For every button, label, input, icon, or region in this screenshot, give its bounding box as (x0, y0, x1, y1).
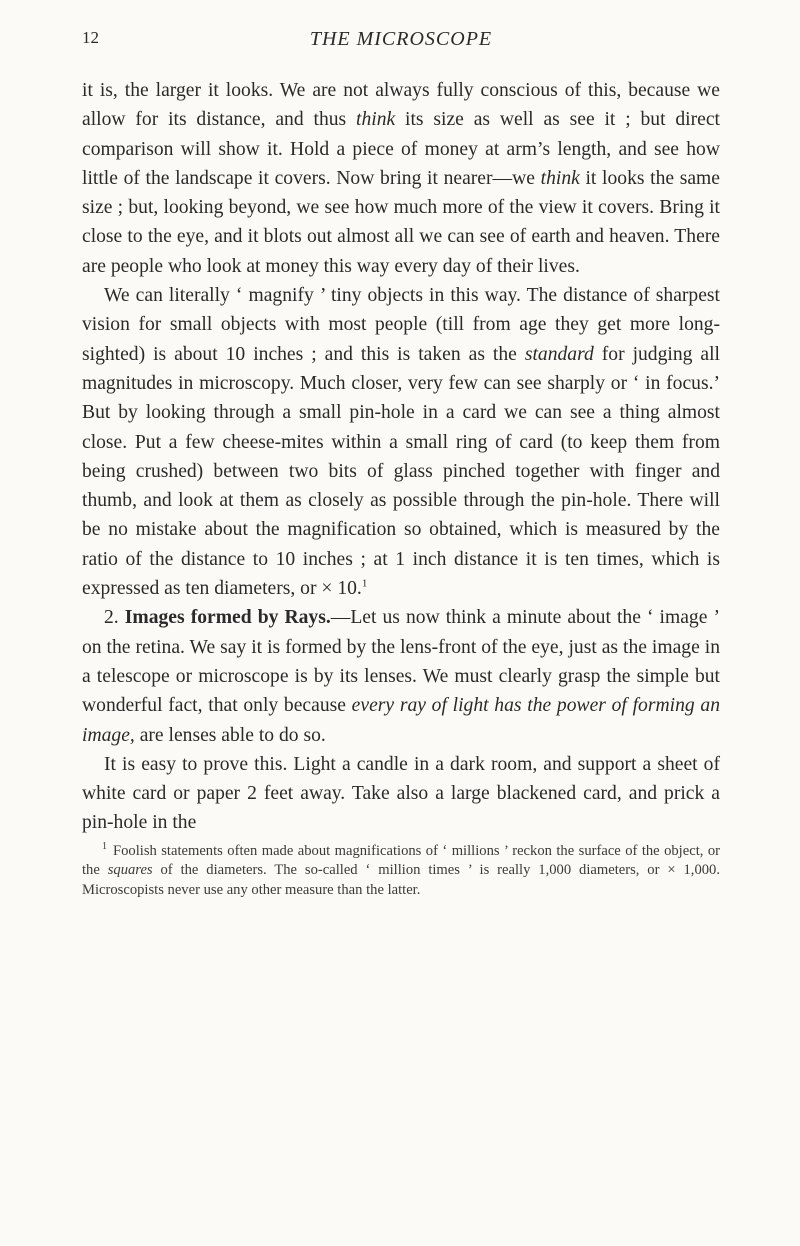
page-number: 12 (82, 28, 99, 47)
p2-text-1: We can literally ‘ magnify ’ tiny objects in this way. The distance of sharpest vision for small objects with most people (till from age they get more long-sighted) is about 10 inches ; and this is taken as the (82, 285, 720, 365)
paragraph-1 (82, 76, 720, 281)
paragraph-4 (82, 750, 720, 838)
paragraph-3 (82, 603, 720, 749)
p1-text-3: it looks the same size ; but, looking beyond, we see how much more of the view it covers. Bring it close to the eye, and it blots out almost all we can see of earth and heaven. There are people who look at money this way every day of their lives. (82, 167, 720, 277)
footnote (82, 842, 720, 901)
footnote-paragraph (82, 842, 720, 901)
running-title: THE MICROSCOPE (309, 28, 493, 50)
section-heading: Images formed by Rays. (124, 607, 331, 629)
p1-emphasis-2: think (540, 167, 580, 189)
paragraph-2 (82, 281, 720, 603)
running-head (82, 28, 720, 62)
p4-text-1: It is easy to prove this. Light a candle in a dark room, and support a sheet of white card or paper 2 feet away. Take also a large blackened card, and prick a pin-hole in the (82, 753, 720, 834)
section-number: 2. (104, 607, 125, 629)
body-text (82, 76, 720, 838)
p1-text-2: its size as well as see it ; but direct comparison will show it. Hold a piece of money at arm’s length, and see how little of the landscape it covers. Now bring it nearer—we (82, 109, 720, 189)
p1-text-1: it is, the larger it looks. We are not always fully conscious of this, because we allow for its distance, and thus (82, 80, 720, 131)
p3-text-2: are lenses able to do so. (134, 724, 326, 746)
p1-emphasis-1: think (356, 109, 396, 131)
footnote-reference[interactable]: 1 (361, 577, 368, 590)
p3-emphasis-1: every ray of light has the power of forming an image, (82, 695, 720, 746)
footnote-text-2: of the diameters. The so-called ‘ million times ’ is really 1,000 diameters, or × 1,000. Microscopists never use any other measure than the latter. (82, 862, 720, 898)
footnote-emphasis: squares (107, 862, 153, 879)
p3-text-1: —Let us now think a minute about the ‘ image ’ on the retina. We say it is formed by the lens-front of the eye, just as the image in a telescope or microscope is by its lenses. We must clearly grasp the simple but wonderful fact, that only because (82, 607, 721, 717)
p2-emphasis-1: standard (524, 343, 594, 365)
book-page (82, 28, 720, 901)
footnote-text-1: Foolish statements often made about magnifications of ‘ millions ’ reckon the surface of the object, or the (82, 842, 720, 879)
p2-text-2: for judging all magnitudes in microscopy. Much closer, very few can see sharply or ‘ in focus.’ But by looking through a small pin-hole in a card we can see a thing almost close. Put a few cheese-mites within a small ring of card (to keep them from being crushed) between two bits of glass pinched together with finger and thumb, and look at them as closely as possible through the pin-hole. There will be no mistake about the magnification so obtained, which is measured by the ratio of the distance to 10 inches ; at 1 inch distance it is ten times, which is expressed as ten diameters, or × 10. (82, 343, 720, 600)
footnote-marker: 1 (102, 840, 107, 852)
